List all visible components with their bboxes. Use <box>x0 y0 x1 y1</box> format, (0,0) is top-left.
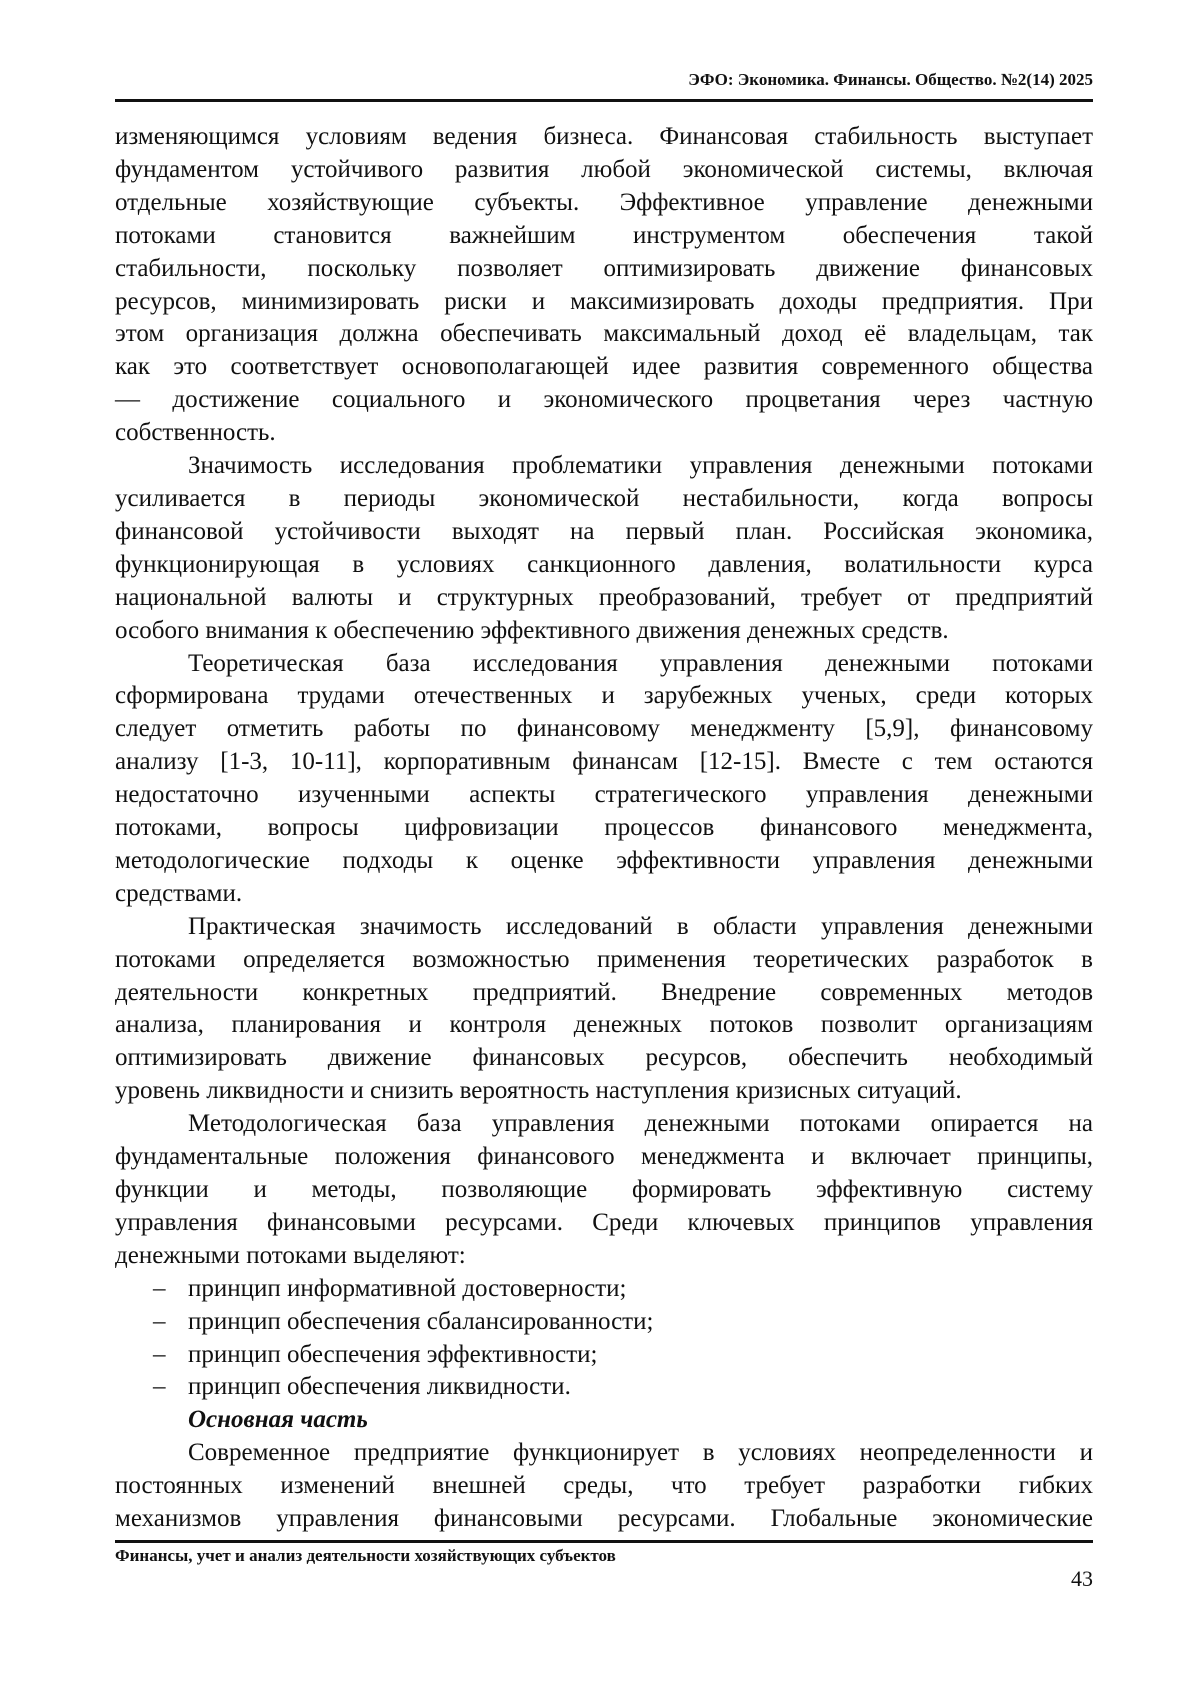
text-line: функционирующая в условиях санкционного давления, волатильности курса <box>115 550 1093 578</box>
list-item-text: принцип обеспечения эффективности; <box>188 1340 598 1368</box>
header-rule <box>115 99 1093 102</box>
text-line: стабильности, поскольку позволяет оптимизировать движение финансовых <box>115 254 1093 282</box>
text-line: потоками определяется возможностью применения теоретических разработок в <box>115 945 1093 973</box>
section-heading: Основная часть <box>188 1406 368 1434</box>
list-item <box>115 1306 1093 1339</box>
text-line: этом организация должна обеспечивать максимальный доход её владельцам, так <box>115 320 1093 348</box>
list-item-text: принцип информативной достоверности; <box>188 1274 627 1302</box>
text-line: сформирована трудами отечественных и зарубежных ученых, среди которых <box>115 682 1093 710</box>
text-line: Методологическая база управления денежными потоками опирается на <box>188 1110 1093 1138</box>
text-line: — достижение социального и экономического процветания через частную <box>115 386 1093 414</box>
text-line: средствами. <box>115 879 243 907</box>
list-item <box>115 1273 1093 1306</box>
text-line: собственность. <box>115 419 276 447</box>
text-line: анализа, планирования и контроля денежных потоков позволит организациям <box>115 1011 1093 1039</box>
text-line: Теоретическая база исследования управления денежными потоками <box>188 649 1093 677</box>
text-line: Значимость исследования проблематики управления денежными потоками <box>188 452 1093 480</box>
running-footer: Финансы, учет и анализ деятельности хозяйствующих субъектов <box>115 1546 616 1565</box>
text-line: потоками становится важнейшим инструментом обеспечения такой <box>115 221 1093 249</box>
paragraph <box>115 450 1093 647</box>
paragraph <box>115 648 1093 911</box>
text-line: фундаментом устойчивого развития любой экономической системы, включая <box>115 155 1093 183</box>
list-item-text: принцип обеспечения ликвидности. <box>188 1373 571 1401</box>
text-line: методологические подходы к оценке эффективности управления денежными <box>115 846 1093 874</box>
dash-bullet-icon: – <box>153 1340 166 1368</box>
footer-rule <box>115 1540 1093 1543</box>
text-line: изменяющимся условиям ведения бизнеса. Финансовая стабильность выступает <box>115 123 1093 150</box>
text-line: постоянных изменений внешней среды, что требует разработки гибких <box>115 1472 1093 1500</box>
article-body <box>115 121 1093 1536</box>
text-line: функции и методы, позволяющие формировать эффективную систему <box>115 1176 1093 1203</box>
text-line: фундаментальные положения финансового менеджмента и включает принципы, <box>115 1143 1093 1171</box>
paragraph <box>115 911 1093 1108</box>
text-line: уровень ликвидности и снизить вероятность наступления кризисных ситуаций. <box>115 1077 962 1105</box>
text-line: механизмов управления финансовыми ресурсами. Глобальные экономические <box>115 1505 1093 1533</box>
paragraph <box>115 121 1093 450</box>
text-line: потоками, вопросы цифровизации процессов финансового менеджмента, <box>115 814 1093 842</box>
text-line: финансовой устойчивости выходят на первый план. Российская экономика, <box>115 517 1093 545</box>
text-line: денежными потоками выделяют: <box>115 1241 466 1269</box>
paragraph <box>115 1437 1093 1536</box>
text-line: оптимизировать движение финансовых ресурсов, обеспечить необходимый <box>115 1044 1093 1072</box>
text-line: управления финансовыми ресурсами. Среди ключевых принципов управления <box>115 1208 1093 1236</box>
page-number: 43 <box>1071 1566 1093 1591</box>
list-item-text: принцип обеспечения сбалансированности; <box>188 1307 654 1335</box>
text-line: Практическая значимость исследований в области управления денежными <box>188 912 1093 940</box>
text-line: анализу [1-3, 10-11], корпоративным финансам [12-15]. Вместе с тем остаются <box>115 748 1093 776</box>
text-line: следует отметить работы по финансовому менеджменту [5,9], финансовому <box>115 715 1093 743</box>
text-line: особого внимания к обеспечению эффективного движения денежных средств. <box>115 616 949 644</box>
text-line: деятельности конкретных предприятий. Внедрение современных методов <box>115 978 1093 1006</box>
bullet-list <box>115 1273 1093 1405</box>
list-item <box>115 1371 1093 1404</box>
paragraph <box>115 1108 1093 1273</box>
text-line: ресурсов, минимизировать риски и максимизировать доходы предприятия. При <box>115 287 1093 315</box>
running-header: ЭФО: Экономика. Финансы. Общество. №2(14) 2025 <box>688 70 1093 89</box>
text-line: недостаточно изученными аспекты стратегического управления денежными <box>115 781 1093 809</box>
dash-bullet-icon: – <box>153 1373 166 1401</box>
text-line: Современное предприятие функционирует в условиях неопределенности и <box>188 1439 1093 1467</box>
dash-bullet-icon: – <box>153 1274 166 1302</box>
text-line: отдельные хозяйствующие субъекты. Эффективное управление денежными <box>115 188 1093 216</box>
text-line: национальной валюты и структурных преобразований, требует от предприятий <box>115 583 1093 611</box>
text-line: как это соответствует основополагающей идее развития современного общества <box>115 353 1093 381</box>
list-item <box>115 1339 1093 1372</box>
text-line: усиливается в периоды экономической нестабильности, когда вопросы <box>115 484 1093 512</box>
dash-bullet-icon: – <box>153 1307 166 1335</box>
